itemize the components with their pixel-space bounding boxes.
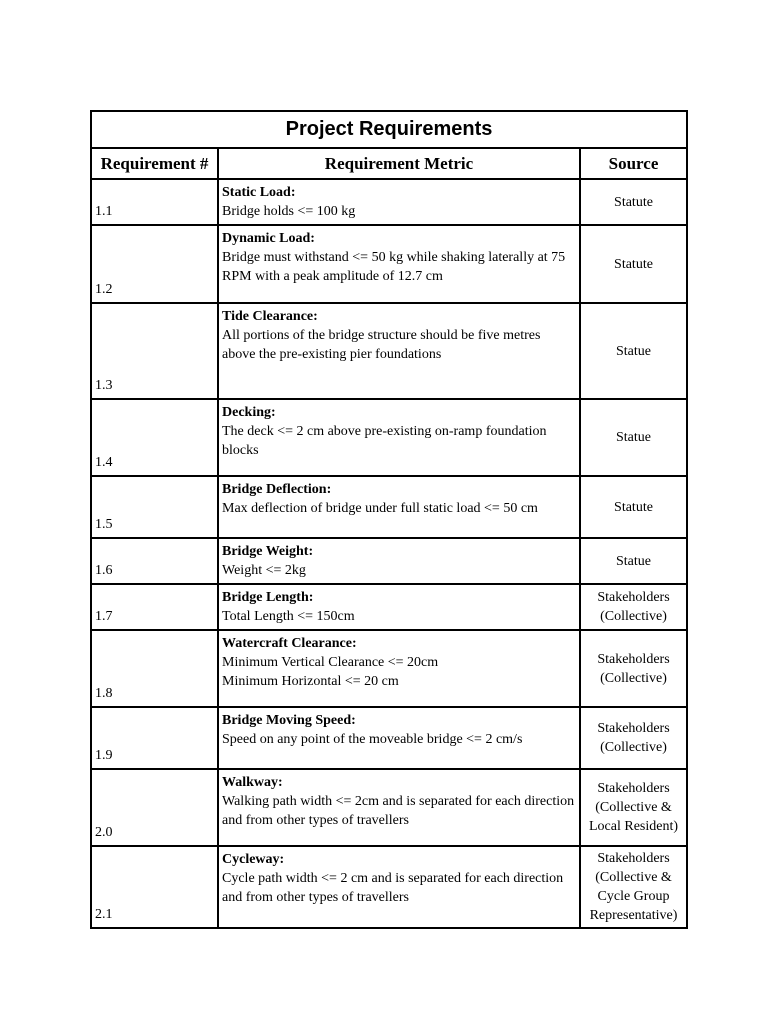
requirement-metric-title: Cycleway:	[222, 852, 285, 867]
requirement-number: 1.3	[91, 303, 218, 399]
requirement-metric-text: Minimum Vertical Clearance <= 20cm	[222, 655, 439, 670]
requirement-metric	[218, 584, 580, 630]
requirement-number: 1.4	[91, 399, 218, 476]
requirement-metric-title: Bridge Weight:	[222, 544, 314, 559]
requirement-source	[580, 179, 687, 225]
requirements-table	[90, 110, 688, 929]
table-row	[91, 303, 687, 399]
requirement-source	[580, 707, 687, 769]
requirement-metric-text: Bridge must withstand <= 50 kg while shaking laterally at 75 RPM with a peak amplitude of 12.7 cm	[222, 250, 566, 284]
requirement-number: 2.0	[91, 769, 218, 846]
requirement-metric-title: Decking:	[222, 405, 276, 420]
requirement-source	[580, 630, 687, 707]
requirement-number: 1.7	[91, 584, 218, 630]
requirements-body	[91, 179, 687, 928]
table-row	[91, 630, 687, 707]
requirement-source-text: Stakeholders (Collective)	[597, 590, 670, 624]
requirement-metric	[218, 630, 580, 707]
requirement-source	[580, 399, 687, 476]
requirement-metric-title: Bridge Moving Speed:	[222, 713, 356, 728]
requirement-metric	[218, 769, 580, 846]
requirement-source	[580, 225, 687, 303]
requirement-source-text: Statue	[616, 343, 651, 359]
requirement-metric-title: Watercraft Clearance:	[222, 636, 357, 651]
table-row	[91, 179, 687, 225]
requirement-metric	[218, 399, 580, 476]
requirement-metric	[218, 707, 580, 769]
requirement-metric	[218, 476, 580, 538]
requirement-source-text: Stakeholders (Collective & Cycle Group Representative)	[589, 851, 678, 923]
table-title: Project Requirements	[91, 111, 687, 148]
requirement-source-text: Stakeholders (Collective)	[597, 651, 670, 686]
requirement-source-text: Statute	[614, 256, 653, 272]
requirement-metric-title: Bridge Length:	[222, 590, 314, 605]
requirement-source-text: Stakeholders (Collective)	[597, 721, 670, 755]
requirement-number: 1.1	[91, 179, 218, 225]
table-row	[91, 707, 687, 769]
requirement-metric-text: Walking path width <= 2cm and is separated for each direction and from other types of travellers	[222, 794, 575, 828]
requirement-number: 1.9	[91, 707, 218, 769]
requirement-source	[580, 303, 687, 399]
requirement-metric	[218, 846, 580, 928]
requirement-metric-text: Weight <= 2kg	[222, 563, 306, 578]
requirement-metric	[218, 225, 580, 303]
table-row	[91, 846, 687, 928]
requirement-source	[580, 538, 687, 584]
requirement-number: 1.8	[91, 630, 218, 707]
requirement-number: 1.2	[91, 225, 218, 303]
requirement-metric-title: Bridge Deflection:	[222, 482, 332, 497]
requirement-metric-text: Total Length <= 150cm	[222, 609, 355, 624]
requirement-source	[580, 476, 687, 538]
requirement-metric-text: The deck <= 2 cm above pre-existing on-ramp foundation blocks	[222, 424, 547, 458]
table-row	[91, 399, 687, 476]
requirement-metric-text: Speed on any point of the moveable bridge <= 2 cm/s	[222, 732, 523, 747]
requirement-source-text: Statue	[616, 430, 651, 445]
requirement-number: 1.5	[91, 476, 218, 538]
requirement-source	[580, 584, 687, 630]
header-requirement-metric: Requirement Metric	[218, 148, 580, 179]
requirement-metric-text: Cycle path width <= 2 cm and is separated for each direction and from other types of travellers	[222, 871, 564, 905]
requirement-source-text: Statue	[616, 553, 651, 569]
requirement-number: 2.1	[91, 846, 218, 928]
requirement-metric	[218, 538, 580, 584]
header-source: Source	[580, 148, 687, 179]
header-row	[91, 148, 687, 179]
header-requirement-number: Requirement #	[91, 148, 218, 179]
requirement-source-text: Statute	[614, 194, 653, 210]
requirement-source-text: Statute	[614, 499, 653, 515]
requirement-metric-text: All portions of the bridge structure should be five metres above the pre-existing pier foundations	[222, 328, 541, 362]
requirement-source	[580, 769, 687, 846]
requirement-metric-text: Minimum Horizontal <= 20 cm	[222, 674, 399, 689]
requirement-metric	[218, 179, 580, 225]
requirement-source	[580, 846, 687, 928]
requirement-metric	[218, 303, 580, 399]
requirement-metric-text: Bridge holds <= 100 kg	[222, 204, 356, 219]
requirement-metric-title: Tide Clearance:	[222, 309, 318, 324]
requirement-number: 1.6	[91, 538, 218, 584]
table-row	[91, 769, 687, 846]
requirement-metric-title: Dynamic Load:	[222, 231, 315, 246]
table-row	[91, 584, 687, 630]
title-row	[91, 111, 687, 148]
table-row	[91, 538, 687, 584]
table-row	[91, 225, 687, 303]
requirement-metric-title: Walkway:	[222, 775, 283, 790]
requirement-source-text: Stakeholders (Collective & Local Resident)	[588, 781, 679, 834]
requirement-metric-title: Static Load:	[222, 185, 296, 200]
table-row	[91, 476, 687, 538]
requirement-metric-text: Max deflection of bridge under full static load <= 50 cm	[222, 501, 538, 516]
